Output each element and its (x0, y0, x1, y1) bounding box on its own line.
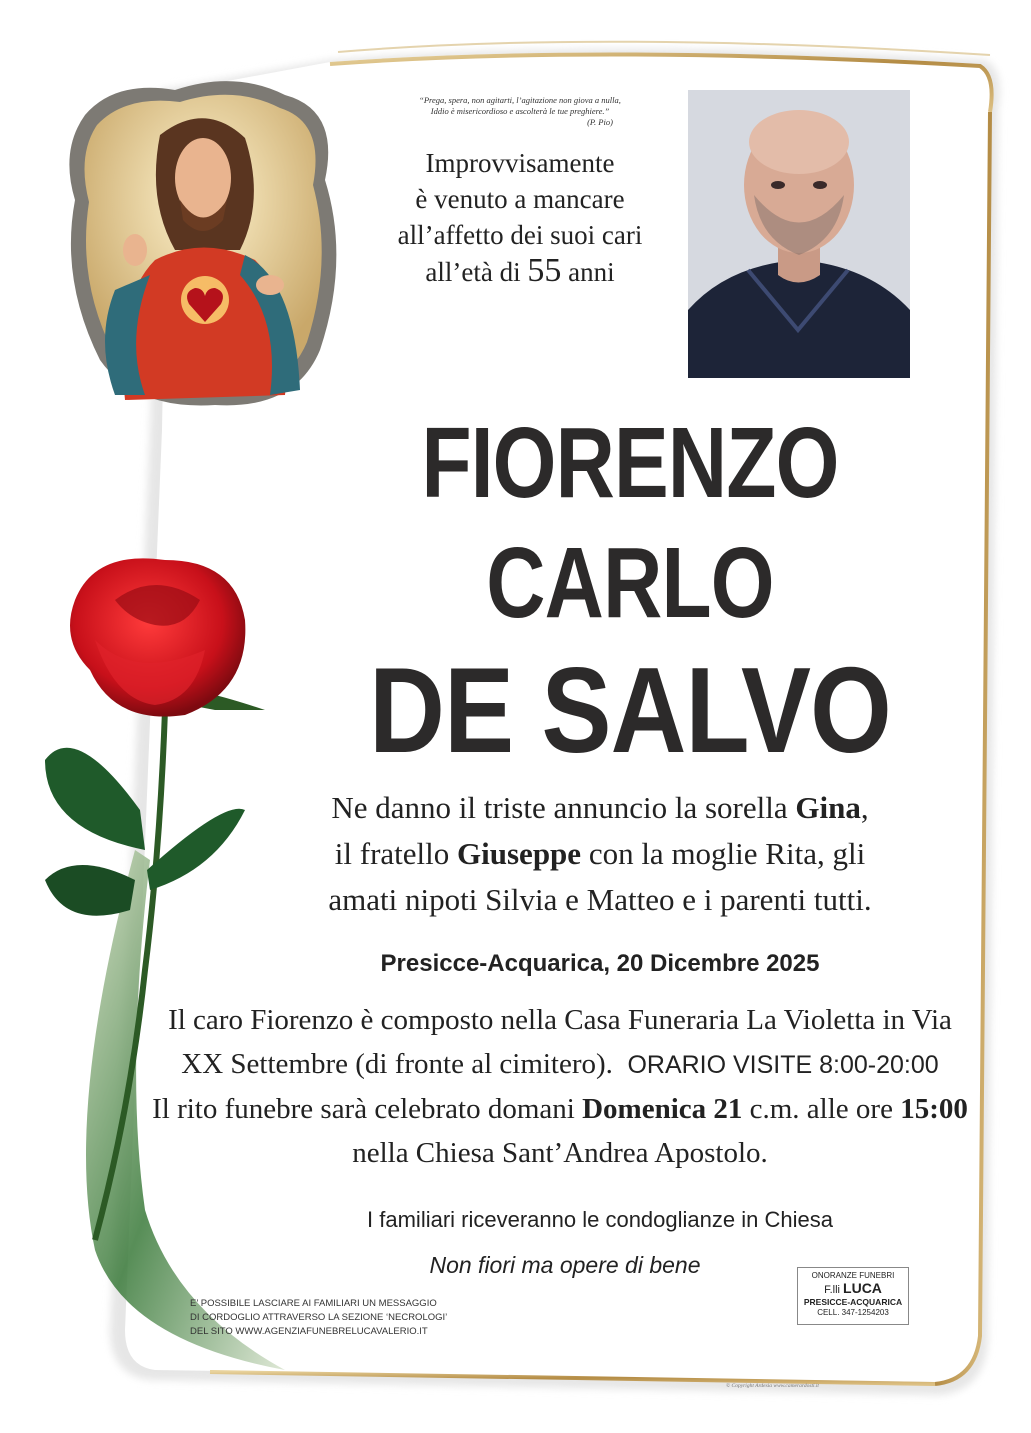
details-line-4: nella Chiesa Sant’Andrea Apostolo. (352, 1137, 768, 1169)
sacred-heart-image (55, 60, 355, 430)
announce-line-3: amati nipoti Silvia e Matteo e i parenti tutti. (328, 882, 872, 917)
agency-name: LUCA (843, 1280, 882, 1296)
intro-line-3: all’affetto dei suoi cari (397, 220, 643, 250)
intro-age-line (330, 253, 710, 290)
place-date: Presicce-Acquarica, 20 Dicembre 2025 (380, 950, 820, 977)
quote-line-2: Iddio è misericordioso e ascolterà le tue preghiere.” (430, 106, 610, 116)
padre-pio-quote (380, 95, 660, 128)
funeral-agency-badge (797, 1267, 909, 1325)
age-value: 55 (527, 252, 562, 289)
announce-text-2: il fratello (334, 836, 450, 871)
no-flowers-note: Non fiori ma opere di bene (429, 1252, 701, 1278)
funeral-day: Domenica 21 (582, 1093, 743, 1125)
announce-line-1 (270, 785, 930, 831)
details-time-label: c.m. alle ore (749, 1093, 893, 1125)
quote-author: (P. Pio) (587, 117, 613, 127)
condolences-note: I familiari riceveranno le condoglianze in Chiesa (367, 1207, 833, 1232)
agency-name-line (798, 1281, 908, 1297)
intro-text (330, 145, 710, 290)
website-message-note (190, 1297, 490, 1339)
details-location: XX Settembre (di fronte al cimitero). (181, 1048, 613, 1080)
intro-line-1: Improvvisamente (425, 148, 615, 178)
funeral-details (120, 998, 1000, 1175)
age-prefix: all’età di (425, 257, 521, 287)
details-line-3 (120, 1087, 1000, 1131)
announce-line-2 (270, 831, 930, 877)
note-line-1: E’ POSSIBILE LASCIARE AI FAMILIARI UN MESSAGGIO (190, 1298, 437, 1309)
announce-text-1: Ne danno il triste annuncio la sorella (331, 790, 788, 825)
intro-line-2: è venuto a mancare (415, 184, 625, 214)
sister-name: Gina (795, 790, 861, 825)
name-first: FIORENZO (421, 407, 839, 519)
announce-comma: , (860, 790, 869, 825)
agency-title: ONORANZE FUNEBRI (811, 1271, 895, 1280)
visit-hours: ORARIO VISITE 8:00-20:00 (627, 1051, 939, 1079)
note-line-3: DEL SITO WWW.AGENZIAFUNEBRELUCAVALERIO.IT (190, 1326, 428, 1337)
announcement (270, 785, 930, 923)
funeral-time: 15:00 (900, 1093, 968, 1125)
quote-line-1: “Prega, spera, non agitarti, l’agitazione non giova a nulla, (419, 95, 621, 105)
details-line-1: Il caro Fiorenzo è composto nella Casa Funeraria La Violetta in Via (168, 1004, 952, 1036)
announce-text-3: con la moglie Rita, gli (588, 836, 866, 871)
brother-name: Giuseppe (457, 836, 582, 871)
agency-prefix: F.lli (824, 1284, 840, 1296)
note-line-2: DI CORDOGLIO ATTRAVERSO LA SEZIONE ‘NECROLOGI’ (190, 1312, 448, 1323)
name-last: DE SALVO (369, 642, 891, 778)
agency-phone: CELL. 347-1254203 (817, 1308, 889, 1317)
agency-town: PRESICCE-ACQUARICA (803, 1297, 903, 1307)
name-middle: CARLO (486, 527, 774, 639)
copyright-text: © Copyright Ardesia www.camerardosti.it (726, 1383, 819, 1389)
portrait-photo (688, 90, 910, 378)
details-line-2 (120, 1042, 1000, 1087)
age-suffix: anni (568, 257, 615, 287)
details-rite: Il rito funebre sarà celebrato domani (152, 1093, 575, 1125)
